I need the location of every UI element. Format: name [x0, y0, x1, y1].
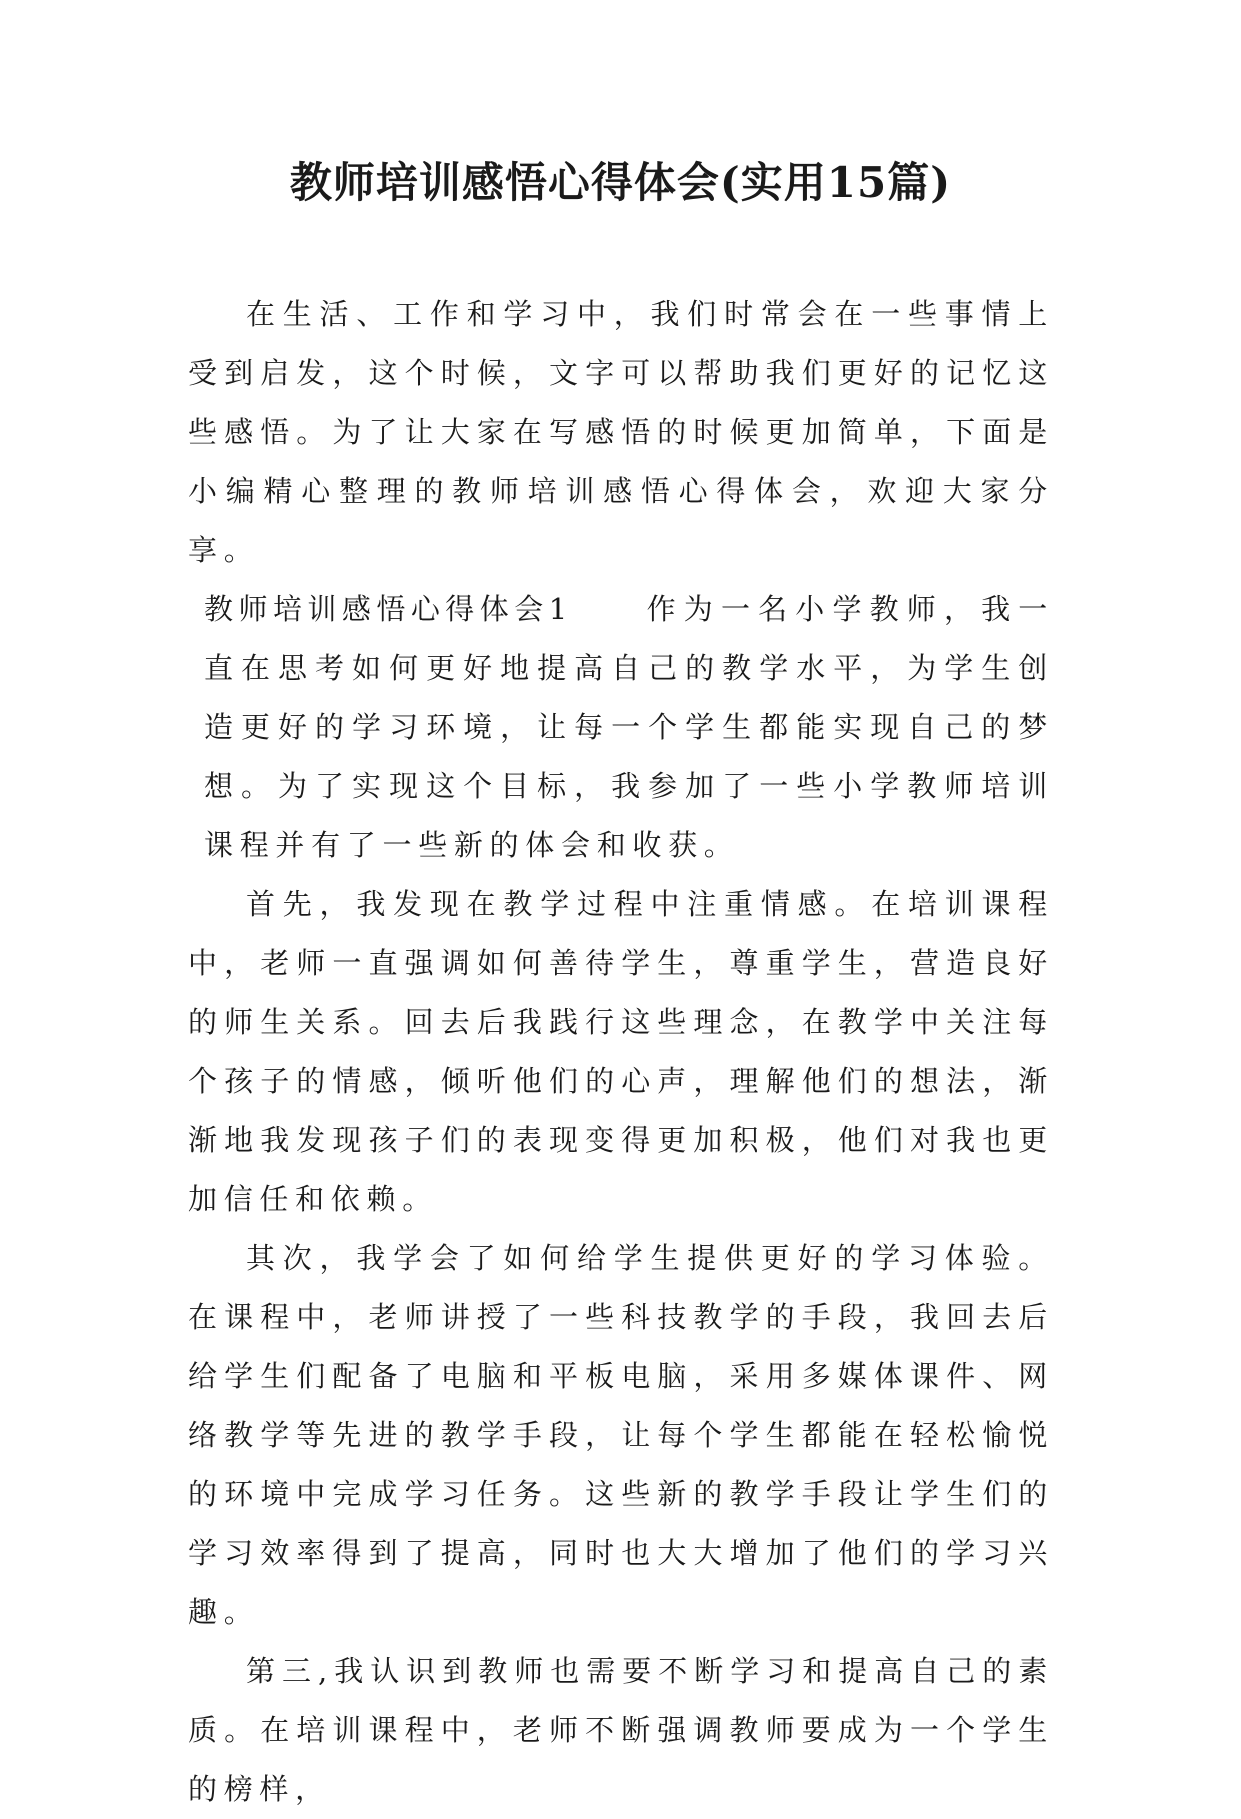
section-1-heading: 教师培训感悟心得体会1 — [204, 592, 572, 626]
body-paragraph-1: 首先，我发现在教学过程中注重情感。在培训课程中，老师一直强调如何善待学生，尊重学生，营造良好的师生关系。回去后我践行这些理念，在教学中关注每个孩子的情感，倾听他们的心声，理解他们的想法，渐渐地我发现孩子们的表现变得更加积极，他们对我也更加信任和依赖。 — [188, 887, 1054, 1216]
document-body — [188, 285, 1054, 1819]
document-title: 教师培训感悟心得体会(实用15篇) — [289, 158, 952, 207]
body-paragraph-3: 第三,我认识到教师也需要不断学习和提高自己的素质。在培训课程中，老师不断强调教师要成为一个学生的榜样， — [188, 1654, 1054, 1806]
body-paragraph-2: 其次，我学会了如何给学生提供更好的学习体验。在课程中，老师讲授了一些科技教学的手段，我回去后给学生们配备了电脑和平板电脑，采用多媒体课件、网络教学等先进的教学手段，让每个学生都能在轻松愉悦的环境中完成学习任务。这些新的教学手段让学生们的学习效率得到了提高，同时也大大增加了他们的学习兴趣。 — [188, 1241, 1054, 1629]
section-1-first-paragraph: 作为一名小学教师，我一直在思考如何更好地提高自己的教学水平，为学生创造更好的学习环境，让每一个学生都能实现自己的梦想。为了实现这个目标，我参加了一些小学教师培训课程并有了一些新的体会和收获。 — [204, 592, 1054, 862]
section-1-block — [188, 580, 1054, 875]
intro-paragraph: 在生活、工作和学习中，我们时常会在一些事情上受到启发，这个时候，文字可以帮助我们更好的记忆这些感悟。为了让大家在写感悟的时候更加简单，下面是小编精心整理的教师培训感悟心得体会，欢迎大家分享。 — [188, 297, 1054, 567]
